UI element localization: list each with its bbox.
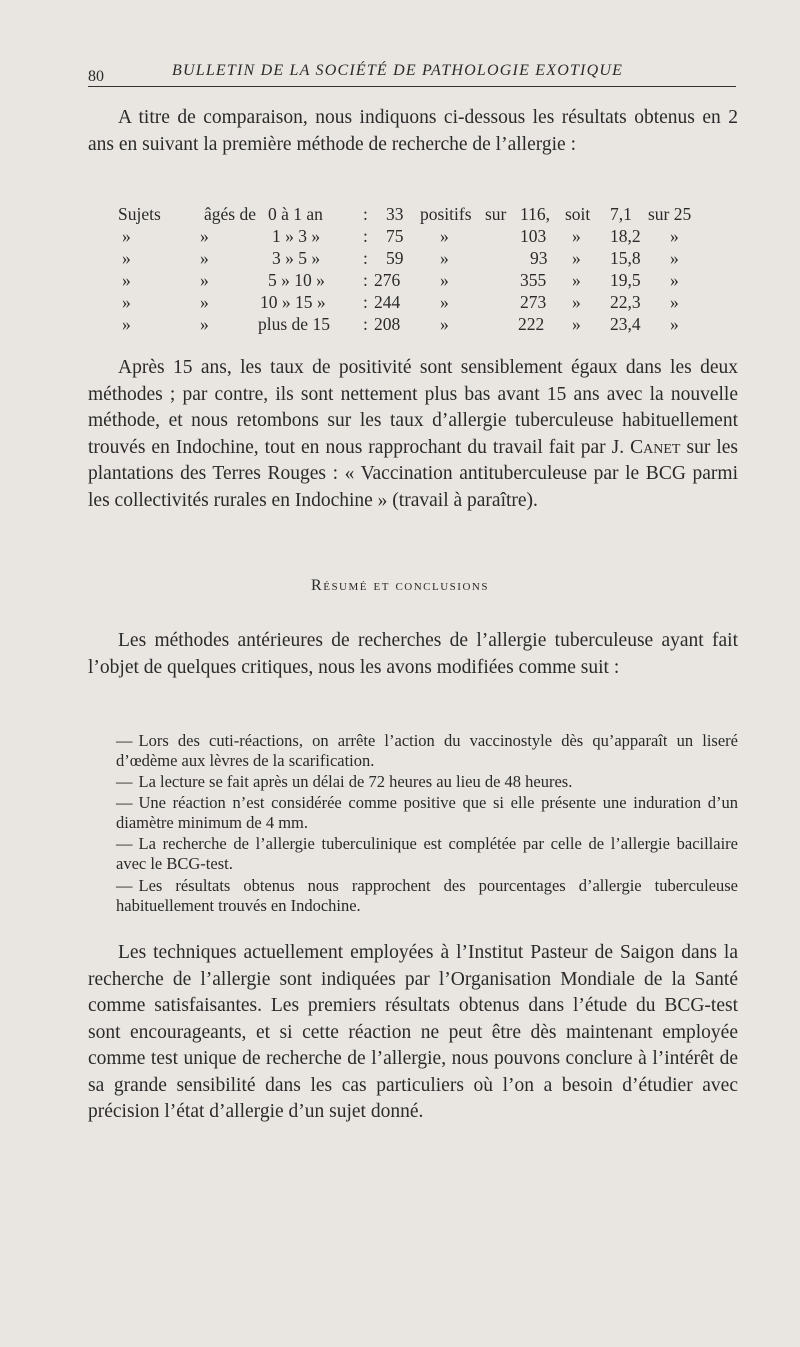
list-item-text: Les résultats obtenus nous rapprochent des pourcentages d’allergie tuberculeuse habituellement trouvés en Indochine. bbox=[116, 876, 738, 915]
cell-colon: : bbox=[363, 270, 368, 290]
cell-total: 93 bbox=[530, 248, 548, 268]
cell-positifs: » bbox=[440, 292, 449, 312]
list-item bbox=[116, 834, 738, 873]
cell-aged: » bbox=[200, 314, 209, 334]
cell-last: » bbox=[670, 314, 679, 334]
discussion-text-start: Après 15 ans, les taux de positivité sont sensiblement égaux dans les deux méthodes ; par contre, ils sont nettement plus bas avant 15 ans avec la nouvelle méthode, et nous retombons sur les taux d’allergie tuberculeuse habituellement trouvés en Indochine, tout en nous rapprochant du travail fait par J. bbox=[88, 357, 738, 458]
cell-age-range: 10 » 15 » bbox=[260, 292, 326, 312]
cell-subject: » bbox=[122, 292, 131, 312]
cell-total: 116, bbox=[520, 204, 550, 224]
discussion-text-end: sur les plantations des Terres Rouges : « Vaccination antituberculeuse par le BCG parmi les collectivités rurales en Indochine » (travail à paraître). bbox=[88, 436, 738, 511]
running-title: BULLETIN DE LA SOCIÉTÉ DE PATHOLOGIE EXOTIQUE bbox=[172, 62, 624, 79]
cell-total: 103 bbox=[520, 226, 547, 246]
cell-soit: » bbox=[572, 226, 581, 246]
list-item-text: La lecture se fait après un délai de 72 heures au lieu de 48 heures. bbox=[138, 772, 573, 791]
cell-count: 208 bbox=[374, 314, 401, 334]
cell-colon: : bbox=[363, 226, 368, 246]
cell-colon: : bbox=[363, 248, 368, 268]
cell-subject: » bbox=[122, 248, 131, 268]
table-row bbox=[118, 248, 718, 270]
cell-soit: » bbox=[572, 270, 581, 290]
list-dash: — bbox=[116, 793, 133, 812]
page-header bbox=[88, 58, 736, 87]
table-row bbox=[118, 204, 718, 226]
cell-percent: 18,2 bbox=[610, 226, 641, 246]
cell-aged: » bbox=[200, 248, 209, 268]
cell-age-range: 0 à 1 an bbox=[268, 204, 323, 224]
list-item bbox=[116, 772, 738, 792]
cell-positifs: » bbox=[440, 314, 449, 334]
cell-positifs: positifs bbox=[420, 204, 472, 224]
cell-soit: » bbox=[572, 248, 581, 268]
cell-last: » bbox=[670, 292, 679, 312]
table-row bbox=[118, 292, 718, 314]
cell-soit: » bbox=[572, 314, 581, 334]
cell-percent: 22,3 bbox=[610, 292, 641, 312]
cell-positifs: » bbox=[440, 226, 449, 246]
cell-percent: 23,4 bbox=[610, 314, 641, 334]
cell-colon: : bbox=[363, 204, 368, 224]
cell-positifs: » bbox=[440, 270, 449, 290]
discussion-paragraph bbox=[88, 355, 738, 514]
cell-percent: 15,8 bbox=[610, 248, 641, 268]
cell-last: » bbox=[670, 226, 679, 246]
cell-count: 276 bbox=[374, 270, 401, 290]
cell-last: » bbox=[670, 248, 679, 268]
results-table bbox=[118, 204, 718, 336]
cell-count: 59 bbox=[386, 248, 404, 268]
cell-age-range: 3 » 5 » bbox=[272, 248, 321, 268]
cell-percent: 19,5 bbox=[610, 270, 641, 290]
cell-percent: 7,1 bbox=[610, 204, 632, 224]
cell-last: » bbox=[670, 270, 679, 290]
intro-paragraph: A titre de comparaison, nous indiquons ci-dessous les résultats obtenus en 2 ans en suivant la première méthode de recherche de l’allergie : bbox=[88, 107, 738, 155]
methods-paragraph: Les méthodes antérieures de recherches de l’allergie tuberculeuse ayant fait l’objet de quelques critiques, nous les avons modifiées comme suit : bbox=[88, 630, 738, 678]
cell-count: 244 bbox=[374, 292, 401, 312]
list-item bbox=[116, 876, 738, 915]
author-name: Canet bbox=[630, 436, 681, 458]
cell-soit: soit bbox=[565, 204, 591, 224]
table-row bbox=[118, 226, 718, 248]
cell-sur: sur bbox=[485, 204, 507, 224]
cell-aged: » bbox=[200, 292, 209, 312]
list-dash: — bbox=[116, 876, 133, 895]
cell-aged: » bbox=[200, 226, 209, 246]
list-item bbox=[116, 793, 738, 832]
cell-subject: » bbox=[122, 314, 131, 334]
cell-aged: âgés de bbox=[204, 204, 256, 224]
cell-colon: : bbox=[363, 314, 368, 334]
cell-positifs: » bbox=[440, 248, 449, 268]
cell-subject: » bbox=[122, 226, 131, 246]
page-number: 80 bbox=[88, 68, 104, 85]
list-dash: — bbox=[116, 834, 133, 853]
cell-soit: » bbox=[572, 292, 581, 312]
cell-total: 222 bbox=[518, 314, 545, 334]
conclusion-paragraph: Les techniques actuellement employées à l’Institut Pasteur de Saigon dans la recherche de l’allergie sont indiquées par l’Organisation Mondiale de la Santé comme satisfaisantes. Les premiers résultats obtenus dans l’étude du BCG-test sont encourageants, et si cette réaction ne peut être dès maintenant employée comme test unique de recherche de l’allergie, nous pouvons conclure à l’intérêt de sa grande sensibilité dans les cas particuliers où l’on a besoin d’étudier avec précision l’état d’allergie d’un sujet donné. bbox=[88, 942, 738, 1122]
list-item-text: Lors des cuti-réactions, on arrête l’action du vaccinostyle dès qu’apparaît un liseré d’œdème aux lèvres de la scarification. bbox=[116, 731, 738, 770]
cell-total: 273 bbox=[520, 292, 547, 312]
cell-aged: » bbox=[200, 270, 209, 290]
list-item-text: Une réaction n’est considérée comme positive que si elle présente une induration d’un diamètre minimum de 4 mm. bbox=[116, 793, 738, 832]
section-title: Résumé et conclusions bbox=[311, 577, 489, 594]
table-row bbox=[118, 270, 718, 292]
table-row bbox=[118, 314, 718, 336]
cell-colon: : bbox=[363, 292, 368, 312]
cell-subject: » bbox=[122, 270, 131, 290]
list-item-text: La recherche de l’allergie tuberculinique est complétée par celle de l’allergie bacillaire avec le BCG-test. bbox=[116, 834, 738, 873]
cell-last: sur 25 bbox=[648, 204, 692, 224]
list-dash: — bbox=[116, 772, 133, 791]
list-dash: — bbox=[116, 731, 133, 750]
cell-total: 355 bbox=[520, 270, 547, 290]
cell-age-range: 5 » 10 » bbox=[268, 270, 325, 290]
list-item bbox=[116, 731, 738, 770]
cell-count: 33 bbox=[386, 204, 404, 224]
cell-age-range: 1 » 3 » bbox=[272, 226, 321, 246]
cell-subject: Sujets bbox=[118, 204, 161, 224]
cell-count: 75 bbox=[386, 226, 404, 246]
cell-age-range: plus de 15 bbox=[258, 314, 330, 334]
